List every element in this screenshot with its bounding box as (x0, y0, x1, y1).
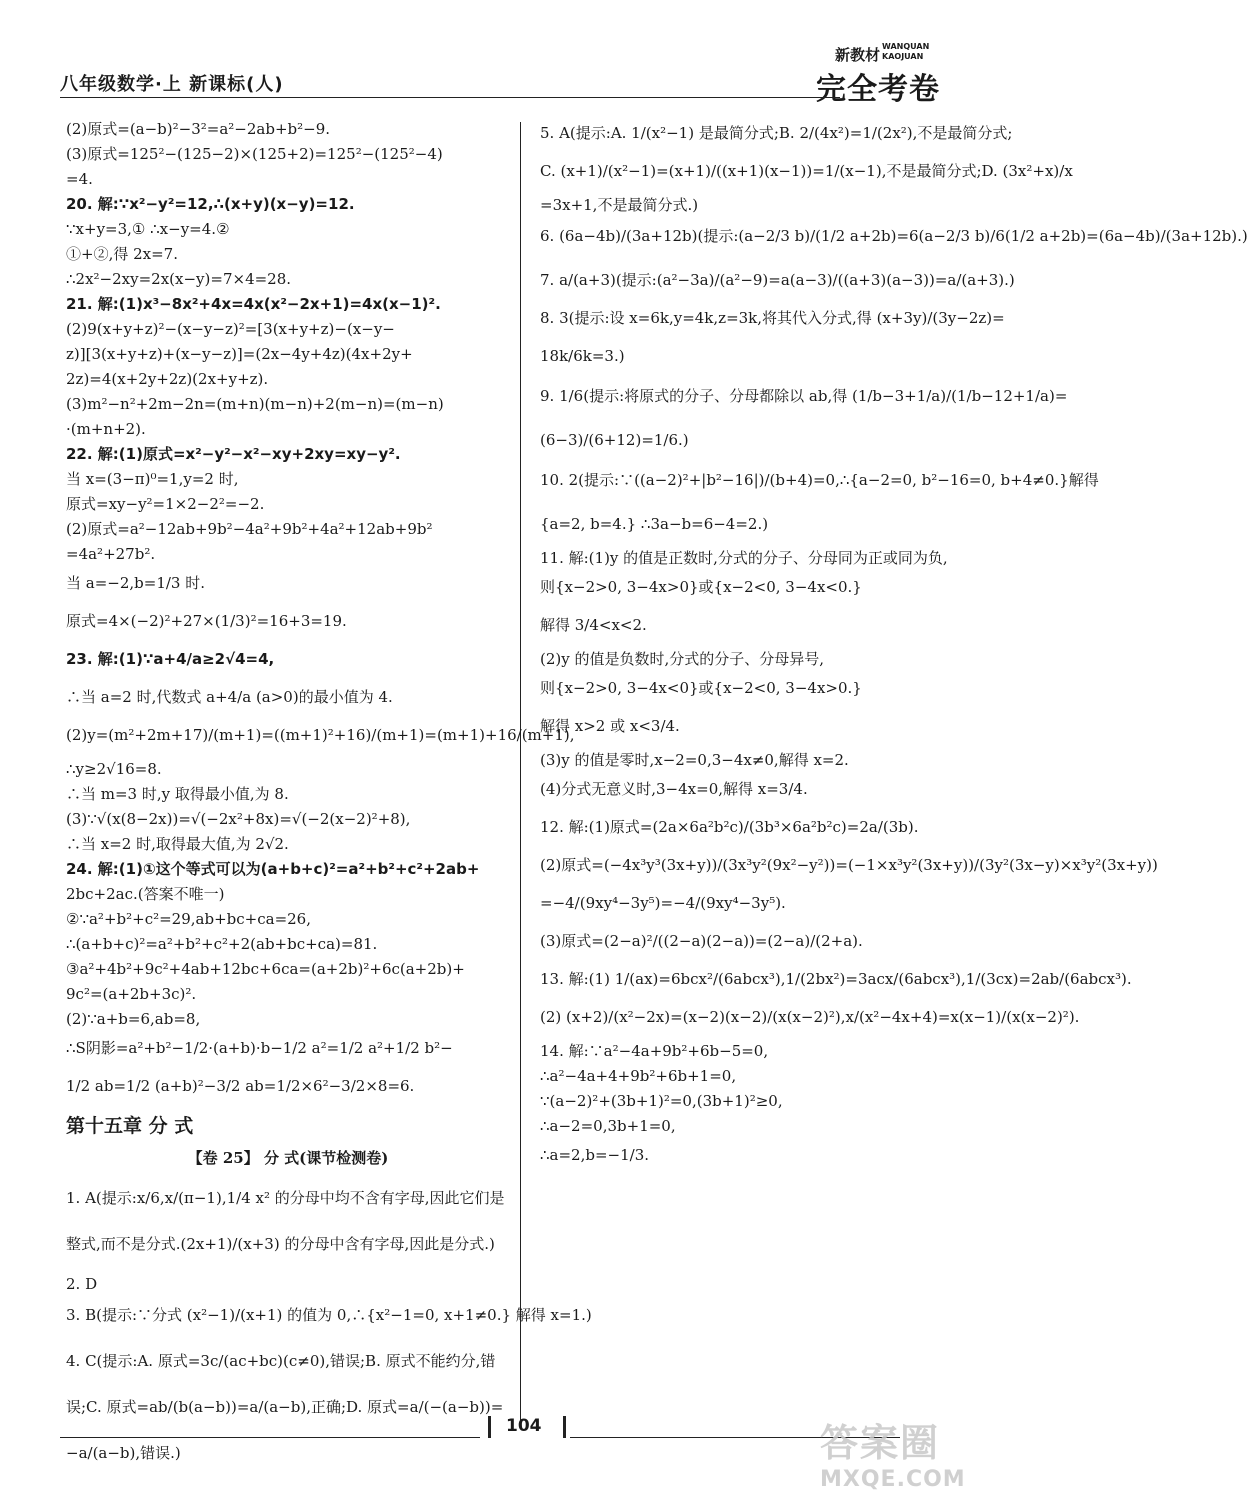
footer-rule-left (60, 1437, 480, 1438)
answer-line: 原式=xy−y²=1×2−2²=−2. (66, 495, 265, 513)
answer-line: 解得 x>2 或 x<3/4. (540, 717, 680, 735)
answer-line: 11. 解:(1)y 的值是正数时,分式的分子、分母同为正或同为负, (540, 549, 948, 567)
header-brand-logo: 完全考卷 (816, 72, 940, 107)
answer-line: (2)原式=a²−12ab+9b²−4a²+9b²+4a²+12ab+9b² (66, 520, 433, 538)
answer-line: (2)原式=(−4x³y³(3x+y))/(3x³y²(9x²−y²))=(−1×x³y²(3x+y))/(3y²(3x−y)×x³y²(3x+y)) (540, 856, 1158, 874)
header-brand-pinyin: WANQUAN KAOJUAN (882, 42, 930, 61)
answer-line: 8. 3(提示:设 x=6k,y=4k,z=3k,将其代入分式,得 (x+3y)/(3y−2z)= (540, 309, 1005, 327)
answer-line: =−4/(9xy⁴−3y⁵)=−4/(9xy⁴−3y⁵). (540, 894, 786, 912)
answer-line: 12. 解:(1)原式=(2a×6a²b²c)/(3b³×6a²b²c)=2a/(3b). (540, 818, 919, 836)
answer-line: 整式,而不是分式.(2x+1)/(x+3) 的分母中含有字母,因此是分式.) (66, 1235, 495, 1253)
answer-line: 21. 解:(1)x³−8x²+4x=4x(x²−2x+1)=4x(x−1)². (66, 295, 441, 313)
column-divider (520, 122, 521, 1422)
answer-line: ∴a−2=0,3b+1=0, (540, 1117, 676, 1135)
answer-line: −a/(a−b),错误.) (66, 1444, 181, 1462)
answer-line: 22. 解:(1)原式=x²−y²−x²−xy+2xy=xy−y². (66, 445, 401, 463)
answer-line: 2z)=4(x+2y+2z)(2x+y+z). (66, 370, 269, 388)
page-number-bar-right (563, 1416, 566, 1438)
answer-line: 20. 解:∵x²−y²=12,∴(x+y)(x−y)=12. (66, 195, 355, 213)
answer-line: 9c²=(a+2b+3c)². (66, 985, 197, 1003)
answer-line: ∴当 x=2 时,取得最大值,为 2√2. (66, 835, 289, 853)
answer-line: ∴a=2,b=−1/3. (540, 1146, 650, 1164)
answer-line: 9. 1/6(提示:将原式的分子、分母都除以 ab,得 (1/b−3+1/a)/(1/b−12+1/a)= (540, 387, 1068, 405)
watermark (820, 1412, 990, 1492)
answer-line: (4)分式无意义时,3−4x=0,解得 x=3/4. (540, 780, 808, 798)
answer-line: 当 x=(3−π)⁰=1,y=2 时, (66, 470, 239, 488)
answer-line: 2bc+2ac.(答案不唯一) (66, 885, 225, 903)
answer-line: 则{x−2>0, 3−4x>0}或{x−2<0, 3−4x<0.} (540, 578, 862, 596)
answer-line: ②∵a²+b²+c²=29,ab+bc+ca=26, (66, 910, 311, 928)
answer-line: (3)y 的值是零时,x−2=0,3−4x≠0,解得 x=2. (540, 751, 849, 769)
answer-line: (2)y 的值是负数时,分式的分子、分母异号, (540, 650, 825, 668)
answer-line: 10. 2(提示:∵((a−2)²+|b²−16|)/(b+4)=0,∴{a−2=0, b²−16=0, b+4≠0.}解得 (540, 471, 1099, 489)
answer-line: 误;C. 原式=ab/(b(a−b))=a/(a−b),正确;D. 原式=a/(−(a−b))= (66, 1398, 504, 1416)
answer-line: (2)∵a+b=6,ab=8, (66, 1010, 201, 1028)
answer-line: (2)原式=(a−b)²−3²=a²−2ab+b²−9. (66, 120, 331, 138)
answer-line: 当 a=−2,b=1/3 时. (66, 574, 206, 592)
watermark-logo-text: 答案圈 (820, 1421, 941, 1465)
header-rule (60, 97, 840, 98)
page-header (60, 40, 940, 107)
answer-line: 18k/6k=3.) (540, 347, 625, 365)
answer-line: (6−3)/(6+12)=1/6.) (540, 431, 689, 449)
answer-line: {a=2, b=4.} ∴3a−b=6−4=2.) (540, 515, 769, 533)
answer-line: 14. 解:∵a²−4a+9b²+6b−5=0, (540, 1042, 769, 1060)
watermark-url: MXQE.COM (820, 1467, 966, 1492)
answer-line: 3. B(提示:∵分式 (x²−1)/(x+1) 的值为 0,∴{x²−1=0, x+1≠0.} 解得 x=1.) (66, 1306, 592, 1324)
answer-line: =4. (66, 170, 93, 188)
answer-line: (3)∵√(x(8−2x))=√(−2x²+8x)=√(−2(x−2)²+8), (66, 810, 411, 828)
section-title: 【卷 25】 分 式(课节检测卷) (187, 1149, 389, 1167)
answer-line: =4a²+27b². (66, 545, 156, 563)
answer-line: ∴(a+b+c)²=a²+b²+c²+2(ab+bc+ca)=81. (66, 935, 378, 953)
header-book-title: 八年级数学·上 新课标(人) (60, 74, 284, 95)
answer-line: ∵x+y=3,① ∴x−y=4.② (66, 220, 230, 238)
answer-line: (3)原式=(2−a)²/((2−a)(2−a))=(2−a)/(2+a). (540, 932, 863, 950)
answer-line: 7. a/(a+3)(提示:(a²−3a)/(a²−9)=a(a−3)/((a+3)(a−3))=a/(a+3).) (540, 271, 1015, 289)
answer-line: (2)9(x+y+z)²−(x−y−z)²=[3(x+y+z)−(x−y− (66, 320, 395, 338)
answer-line: ③a²+4b²+9c²+4ab+12bc+6ca=(a+2b)²+6c(a+2b)+ (66, 960, 465, 978)
page-number: 104 (506, 1416, 542, 1436)
answer-line: 13. 解:(1) 1/(ax)=6bcx²/(6abcx³),1/(2bx²)=3acx/(6abcx³),1/(3cx)=2ab/(6abcx³). (540, 970, 1132, 988)
right-column (540, 118, 1248, 1178)
answer-line: C. (x+1)/(x²−1)=(x+1)/((x+1)(x−1))=1/(x−1),不是最简分式;D. (3x²+x)/x (540, 162, 1073, 180)
header-brand-small: 新教材 (834, 46, 880, 64)
answer-line: 24. 解:(1)①这个等式可以为(a+b+c)²=a²+b²+c²+2ab+ (66, 860, 480, 878)
page-number-bar-left (488, 1416, 491, 1438)
answer-line: ·(m+n+2). (66, 420, 146, 438)
answer-line: 2. D (66, 1275, 98, 1293)
answer-line: z)][3(x+y+z)+(x−y−z)]=(2x−4y+4z)(4x+2y+ (66, 345, 413, 363)
answer-line: ①+②,得 2x=7. (66, 245, 178, 263)
answer-line: (2) (x+2)/(x²−2x)=(x−2)(x−2)/(x(x−2)²),x/(x²−4x+4)=x(x−1)/(x(x−2)²). (540, 1008, 1080, 1026)
answer-line: ∴2x²−2xy=2x(x−y)=7×4=28. (66, 270, 292, 288)
answer-line: ∴y≥2√16=8. (66, 760, 162, 778)
answer-line: (3)m²−n²+2m−2n=(m+n)(m−n)+2(m−n)=(m−n) (66, 395, 444, 413)
answer-line: 1. A(提示:x/6,x/(π−1),1/4 x² 的分母中均不含有字母,因此它们是 (66, 1189, 505, 1207)
answer-line: 4. C(提示:A. 原式=3c/(ac+bc)(c≠0),错误;B. 原式不能约分,错 (66, 1352, 496, 1370)
answer-line: ∴当 m=3 时,y 取得最小值,为 8. (66, 785, 289, 803)
answer-line: 原式=4×(−2)²+27×(1/3)²=16+3=19. (66, 612, 347, 630)
answer-line: 5. A(提示:A. 1/(x²−1) 是最简分式;B. 2/(4x²)=1/(2x²),不是最简分式; (540, 124, 1013, 142)
answer-line: ∴S阴影=a²+b²−1/2·(a+b)·b−1/2 a²=1/2 a²+1/2 b²− (66, 1039, 453, 1057)
chapter-title: 第十五章 分 式 (66, 1115, 194, 1137)
answer-line: (2)y=(m²+2m+17)/(m+1)=((m+1)²+16)/(m+1)=(m+1)+16/(m+1), (66, 726, 575, 744)
answer-line: 23. 解:(1)∵a+4/a≥2√4=4, (66, 650, 275, 668)
answer-line: ∴当 a=2 时,代数式 a+4/a (a>0)的最小值为 4. (66, 688, 393, 706)
answer-line: 6. (6a−4b)/(3a+12b)(提示:(a−2/3 b)/(1/2 a+2b)=6(a−2/3 b)/6(1/2 a+2b)=(6a−4b)/(3a+12b).) (540, 227, 1248, 245)
answer-line: (3)原式=125²−(125−2)×(125+2)=125²−(125²−4) (66, 145, 443, 163)
answer-line: ∴a²−4a+4+9b²+6b+1=0, (540, 1067, 737, 1085)
answer-line: =3x+1,不是最简分式.) (540, 196, 699, 214)
answer-line: 1/2 ab=1/2 (a+b)²−3/2 ab=1/2×6²−3/2×8=6. (66, 1077, 415, 1095)
answer-line: 则{x−2>0, 3−4x<0}或{x−2<0, 3−4x>0.} (540, 679, 862, 697)
answer-line: 解得 3/4<x<2. (540, 616, 647, 634)
answer-line: ∵(a−2)²+(3b+1)²=0,(3b+1)²≥0, (540, 1092, 783, 1110)
